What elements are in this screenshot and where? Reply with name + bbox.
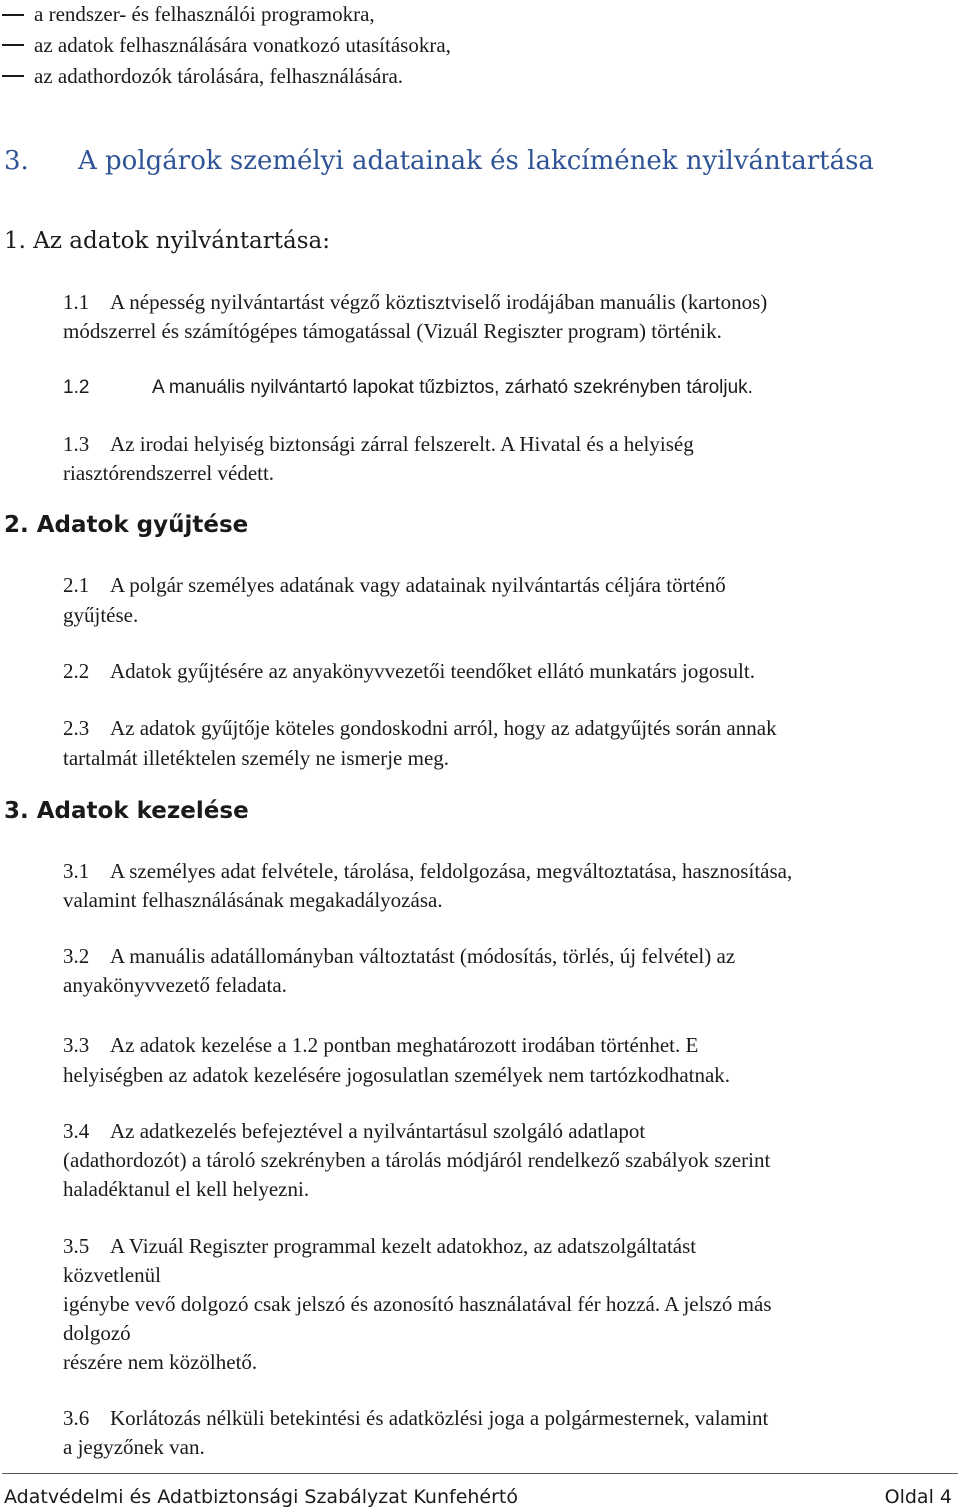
paragraph-text: részére nem közölhető. — [63, 1350, 258, 1374]
paragraph-text: (adathordozót) a tároló szekrényben a tárolás módjáról rendelkező szabályok szerint — [63, 1148, 771, 1172]
paragraph-text: A népesség nyilvántartást végző köztisztviselő irodájában manuális (kartonos) — [110, 290, 768, 314]
paragraph-text: A manuális adatállományban változtatást (módosítás, törlés, új felvétel) az — [110, 944, 736, 968]
dash-bullet-icon — [2, 14, 24, 16]
paragraph-number: 1.1 — [63, 290, 90, 314]
paragraph-number: 2.3 — [63, 716, 90, 740]
dash-bullet-icon — [2, 44, 24, 46]
paragraph-text: Az adatkezelés befejeztével a nyilvántartásul szolgáló adatlapot — [110, 1119, 646, 1143]
footer-divider — [2, 1473, 958, 1474]
bullet-item: a rendszer- és felhasználói programokra, — [34, 2, 375, 26]
paragraph-text: közvetlenül — [63, 1263, 161, 1287]
paragraph-text: A manuális nyilvántartó lapokat tűzbiztos, zárható szekrényben tároljuk. — [152, 377, 753, 398]
paragraph-text: Az adatok kezelése a 1.2 pontban meghatározott irodában történhet. E — [110, 1033, 699, 1057]
bullet-item: az adatok felhasználására vonatkozó utasításokra, — [34, 33, 451, 57]
paragraph-text: A polgár személyes adatának vagy adatainak nyilvántartás céljára történő — [110, 573, 726, 597]
paragraph-text: módszerrel és számítógépes támogatással (Vizuál Regiszter program) történik. — [63, 319, 722, 343]
paragraph-number: 1.2 — [63, 377, 90, 398]
paragraph-number: 3.6 — [63, 1406, 90, 1430]
page-number: Oldal 4 — [884, 1486, 952, 1508]
paragraph-text: dolgozó — [63, 1321, 131, 1345]
subsection-heading: 3. Adatok kezelése — [4, 798, 249, 824]
paragraph-text: riasztórendszerrel védett. — [63, 461, 275, 485]
paragraph-text: a jegyzőnek van. — [63, 1435, 205, 1459]
footer-title: Adatvédelmi és Adatbiztonsági Szabályzat Kunfehértó — [4, 1486, 519, 1508]
paragraph-number: 2.1 — [63, 573, 90, 597]
paragraph-number: 3.3 — [63, 1033, 90, 1057]
paragraph-text: A Vizuál Regiszter programmal kezelt adatokhoz, az adatszolgáltatást — [110, 1234, 697, 1258]
paragraph-text: Az irodai helyiség biztonsági zárral felszerelt. A Hivatal és a helyiség — [110, 432, 694, 456]
dash-bullet-icon — [2, 75, 24, 77]
paragraph-number: 3.1 — [63, 859, 90, 883]
paragraph-text: Adatok gyűjtésére az anyakönyvvezetői teendőket ellátó munkatárs jogosult. — [110, 659, 755, 683]
paragraph-text: A személyes adat felvétele, tárolása, feldolgozása, megváltoztatása, hasznosítása, — [110, 859, 793, 883]
paragraph-text: valamint felhasználásának megakadályozása. — [63, 888, 443, 912]
subsection-heading: 1. Az adatok nyilvántartása: — [4, 228, 330, 254]
paragraph-text: gyűjtése. — [63, 603, 139, 627]
paragraph-text: tartalmát illetéktelen személy ne ismerje meg. — [63, 746, 450, 770]
section-number: 3. — [4, 146, 29, 176]
paragraph-text: anyakönyvvezető feladata. — [63, 973, 287, 997]
paragraph-text: Korlátozás nélküli betekintési és adatközlési joga a polgármesternek, valamint — [110, 1406, 769, 1430]
section-title: A polgárok személyi adatainak és lakcímének nyilvántartása — [78, 146, 874, 176]
paragraph-number: 3.2 — [63, 944, 90, 968]
paragraph-text: helyiségben az adatok kezelésére jogosulatlan személyek nem tartózkodhatnak. — [63, 1063, 731, 1087]
bullet-item: az adathordozók tárolására, felhasználására. — [34, 64, 404, 88]
paragraph-text: haladéktanul el kell helyezni. — [63, 1177, 310, 1201]
paragraph-text: Az adatok gyűjtője köteles gondoskodni arról, hogy az adatgyűjtés során annak — [110, 716, 777, 740]
paragraph-number: 3.4 — [63, 1119, 90, 1143]
paragraph-number: 2.2 — [63, 659, 90, 683]
paragraph-number: 1.3 — [63, 432, 90, 456]
paragraph-number: 3.5 — [63, 1234, 90, 1258]
subsection-heading: 2. Adatok gyűjtése — [4, 512, 249, 538]
paragraph-text: igénybe vevő dolgozó csak jelszó és azonosító használatával fér hozzá. A jelszó más — [63, 1292, 772, 1316]
